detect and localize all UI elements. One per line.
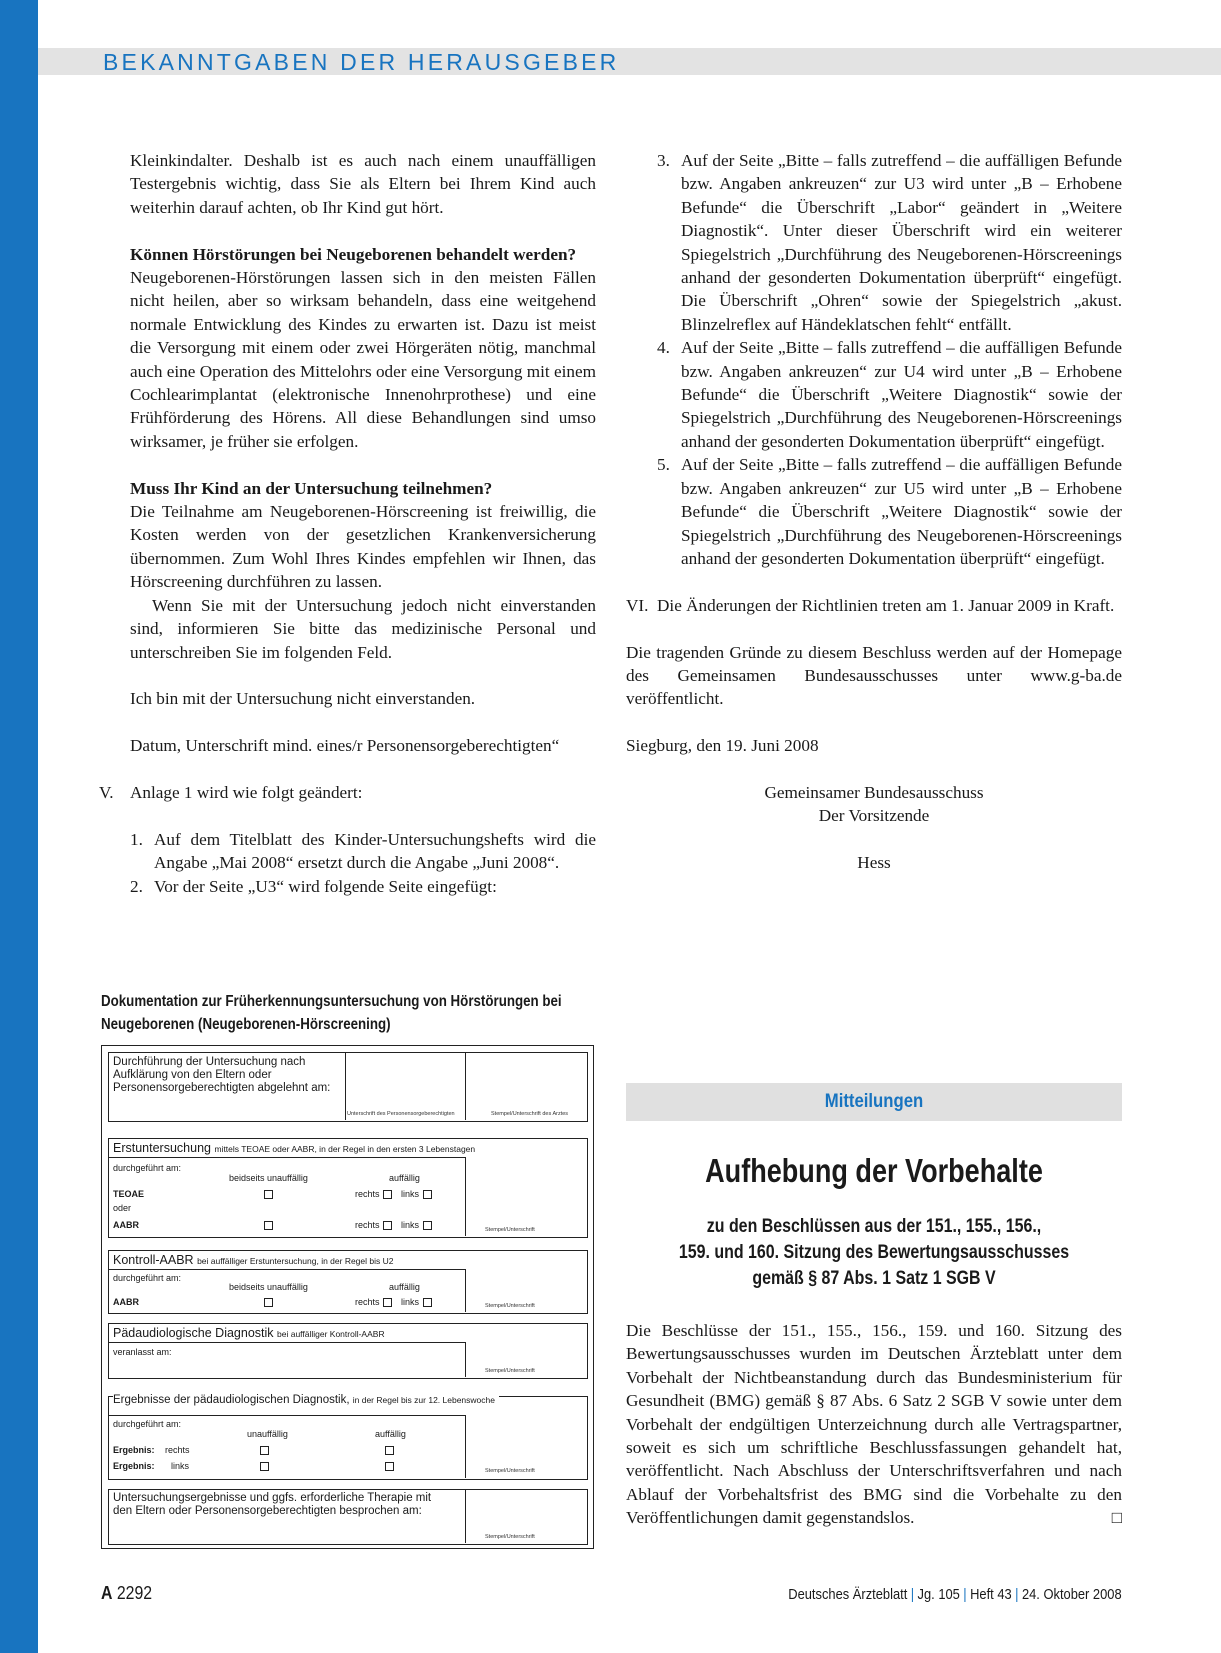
stamp-label: Stempel/Unterschrift — [485, 1227, 535, 1233]
paragraph: Die tragenden Gründe zu diesem Beschluss werden auf der Homepage des Gemeinsamen Bundesausschusses unter www.g-ba.de veröffentlicht. — [626, 642, 1122, 709]
field-label: oder — [113, 1203, 132, 1213]
checkbox[interactable] — [423, 1298, 432, 1307]
form-box-title: Pädaudiologische Diagnostik bei auffälliger Kontroll-AABR — [113, 1326, 385, 1340]
field-label: veranlasst am: — [113, 1347, 172, 1357]
list-text: Auf der Seite „Bitte – falls zutreffend – die auffälligen Befunde bzw. Angaben ankreuzen“ zur U3 wird unter „B – Erhobene Befunde“ die Überschrift „Labor“ geändert in „Weitere Diagnostik“. Unter dieser Überschrift wird ein weiterer Spiegelstrich „Durchführung des Neugeborenen-Hörscreenings anhand der gesonderten Dokumentation überprüft“ eingefügt. Die Überschrift „Ohren“ sowie der Spiegelstrich „akust. Blinzelreflex auf Händeklatschen fehlt“ entfällt. — [681, 151, 1122, 334]
right-column — [626, 149, 1122, 875]
subhead-line: 159. und 160. Sitzung des Bewertungsausschusses — [678, 1242, 1070, 1263]
field-label: Ergebnis: — [113, 1445, 155, 1455]
paragraph: Neugeborenen-Hörstörungen lassen sich in den meisten Fällen nicht heilen, aber so wirksam behandeln, dass eine weitgehend normale Entwicklung des Kindes zu erwarten ist. Dazu ist meist die Versorgung mit einem oder zwei Hörgeräten nötig, manchmal auch eine Operation des Mittelohrs oder eine Versorgung mit einem Cochlearimplantat (elektronische Innenohrprothese) und eine Frühförderung des Hörens. All diese Behandlungen sind umso wirksamer, je früher sie erfolgen. — [130, 268, 596, 451]
signature-org: Gemeinsamer Bundesausschuss — [764, 782, 984, 802]
signature-role: Der Vorsitzende — [818, 806, 930, 826]
checkbox[interactable] — [264, 1221, 273, 1230]
list-text: Vor der Seite „U3“ wird folgende Seite eingefügt: — [154, 876, 497, 896]
list-text: Auf der Seite „Bitte – falls zutreffend – die auffälligen Befunde bzw. Angaben ankreuzen“ zur U4 wird unter „B – Erhobene Befunde“ die Überschrift „Weitere Diagnostik“ sowie der Spiegelstrich „Durchführung des Neugeborenen-Hörscreenings anhand der gesonderten Dokumentation überprüft“ eingefügt. — [681, 338, 1122, 451]
journal-name: Deutsches Ärzteblatt — [788, 1586, 908, 1603]
field-label: TEOAE — [113, 1189, 145, 1199]
field-label: rechts — [355, 1189, 380, 1199]
list-number: 1. — [130, 829, 143, 849]
page-number: A 2292 — [101, 1583, 153, 1603]
field-label: AABR — [113, 1220, 139, 1230]
paragraph: Kleinkindalter. Deshalb ist es auch nach einem unauffälligen Testergebnis wichtig, dass Sie als Eltern bei Ihrem Kind auch weiterhin darauf achten, ob Ihr Kind gut hört. — [130, 151, 596, 217]
stamp-label: Stempel/Unterschrift des Arztes — [491, 1111, 569, 1117]
form-box-title: Untersuchungsergebnisse und ggfs. erforderliche Therapie mit den Eltern oder Personensorgeberechtigten besprochen am: — [113, 1492, 432, 1517]
field-label: beidseits unauffällig — [229, 1173, 308, 1183]
section-title: BEKANNTGABEN DER HERAUSGEBER — [103, 49, 620, 75]
place-date: Siegburg, den 19. Juni 2008 — [626, 736, 819, 756]
section-vi — [626, 594, 1122, 617]
field-label: rechts — [355, 1297, 380, 1307]
checkbox[interactable] — [423, 1190, 432, 1199]
list-number: 3. — [657, 151, 670, 170]
paragraph: Die Teilnahme am Neugeborenen-Hörscreening ist freiwillig, die Kosten werden von der gesetzlichen Krankenversicherung übernommen. Zum Wohl Ihres Kindes empfehlen wir Ihnen, das Hörscreening durchführen zu lassen. — [130, 502, 596, 592]
field-label: beidseits unauffällig — [229, 1282, 308, 1292]
journal-issue: Heft 43 — [970, 1586, 1013, 1603]
list-item — [657, 453, 1122, 570]
subheading: Können Hörstörungen bei Neugeborenen behandelt werden? — [130, 244, 577, 264]
mitteilungen-label: Mitteilungen — [824, 1091, 924, 1112]
side-stripe — [0, 0, 38, 1653]
form-box-besprechung — [108, 1489, 588, 1545]
list-item — [657, 336, 1122, 453]
end-mark-icon: □ — [1111, 1508, 1122, 1528]
paragraph: Ich bin mit der Untersuchung nicht einverstanden. — [130, 689, 476, 709]
article-subhead — [666, 1214, 1083, 1292]
checkbox[interactable] — [264, 1190, 273, 1199]
article-text: Die Beschlüsse der 151., 155., 156., 159. und 160. Sitzung des Bewertungsausschusses wurden im Deutschen Ärzteblatt unter dem Vorbehalt der Nichtbeanstandung durch das Bundesministerium für Gesundheit (BMG) gemäß § 87 Abs. 6 Satz 2 SGB V sowie unter dem Vorbehalt der endgültigen Unterzeichnung durch alle Vertragspartner, soweit es sich um schriftliche Beschlussfassungen gehandelt hat, veröffentlicht. Nach Abschluss der Unterschriftsverfahren und nach Ablauf der Vorbehaltsfrist des BMG sind die Vorbehalte zu den Veröffentlichungen damit gegenstandslos. — [626, 1321, 1122, 1528]
subheading: Muss Ihr Kind an der Untersuchung teilnehmen? — [130, 478, 493, 498]
checkbox[interactable] — [260, 1462, 269, 1471]
checkbox[interactable] — [385, 1446, 394, 1455]
form-box-ergebnisse — [108, 1396, 588, 1480]
form-box-title: Erstuntersuchung mittels TEOAE oder AABR, in der Regel in den ersten 3 Lebenstagen — [113, 1141, 476, 1155]
signature-name: Hess — [857, 853, 891, 873]
form-box-erstuntersuchung — [108, 1138, 588, 1238]
field-label: links — [171, 1461, 190, 1471]
paragraph: Datum, Unterschrift mind. eines/r Personensorgeberechtigten“ — [130, 736, 560, 756]
form-caption: Dokumentation zur Früherkennungsuntersuchung von Hörstörungen bei Neugeborenen (Neugeborenen-Hörscreening) — [101, 993, 562, 1033]
checkbox[interactable] — [383, 1190, 392, 1199]
stamp-label: Stempel/Unterschrift — [485, 1303, 535, 1309]
list-number: 4. — [657, 338, 670, 358]
form-box-title: Durchführung der Untersuchung nach Aufklärung von den Eltern oder Personensorgeberechtigten abgelehnt am: — [113, 1056, 331, 1094]
stamp-label: Stempel/Unterschrift — [485, 1368, 535, 1374]
section-v — [99, 781, 596, 804]
form-box-refusal — [108, 1052, 588, 1122]
stamp-label: Stempel/Unterschrift — [485, 1534, 535, 1540]
signature-label: Unterschrift des Personensorgeberechtigten — [347, 1111, 455, 1117]
section-text: Die Änderungen der Richtlinien treten am 1. Januar 2009 in Kraft. — [657, 595, 1115, 615]
list-item — [657, 149, 1122, 336]
field-label: auffällig — [389, 1282, 420, 1292]
checkbox[interactable] — [385, 1462, 394, 1471]
article-body — [626, 1319, 1122, 1530]
checkbox[interactable] — [260, 1446, 269, 1455]
field-label: rechts — [165, 1445, 190, 1455]
section-number: V. — [99, 782, 114, 802]
left-column — [99, 149, 596, 898]
field-label: auffällig — [375, 1429, 406, 1439]
checkbox[interactable] — [383, 1298, 392, 1307]
subhead-line: zu den Beschlüssen aus der 151., 155., 156., — [706, 1216, 1042, 1237]
field-label: rechts — [355, 1220, 380, 1230]
form-box-kontroll-aabr — [108, 1250, 588, 1314]
journal-date: 24. Oktober 2008 — [1022, 1586, 1122, 1603]
list-number: 2. — [130, 876, 143, 896]
field-label: AABR — [113, 1297, 139, 1307]
list-text: Auf dem Titelblatt des Kinder-Untersuchungshefts wird die Angabe „Mai 2008“ ersetzt durch die Angabe „Juni 2008“. — [154, 829, 596, 873]
field-label: unauffällig — [247, 1429, 288, 1439]
article-headline: Aufhebung der Vorbehalte — [705, 1152, 1043, 1189]
stamp-label: Stempel/Unterschrift — [485, 1468, 535, 1474]
field-label: durchgeführt am: — [113, 1163, 182, 1173]
field-label: auffällig — [389, 1173, 420, 1183]
field-label: Ergebnis: — [113, 1461, 155, 1471]
field-label: links — [401, 1220, 420, 1230]
field-label: durchgeführt am: — [113, 1419, 182, 1429]
checkbox[interactable] — [264, 1298, 273, 1307]
form-box-paedaudiologie — [108, 1323, 588, 1379]
section-number: VI. — [626, 595, 649, 615]
field-label: links — [401, 1189, 420, 1199]
screening-form — [101, 1045, 594, 1549]
field-label: links — [401, 1297, 420, 1307]
list-text: Auf der Seite „Bitte – falls zutreffend – die auffälligen Befunde bzw. Angaben ankreuzen“ zur U5 wird unter „B – Erhobene Befunde“ die Überschrift „Weitere Diagnostik“ sowie der Spiegelstrich „Durchführung des Neugeborenen-Hörscreenings anhand der gesonderten Dokumentation überprüft“ eingefügt. — [681, 455, 1122, 568]
list-number: 5. — [657, 455, 670, 475]
journal-volume: Jg. 105 — [917, 1586, 961, 1603]
checkbox[interactable] — [383, 1221, 392, 1230]
list-item — [130, 875, 596, 898]
field-label: durchgeführt am: — [113, 1273, 182, 1283]
paragraph: Wenn Sie mit der Untersuchung jedoch nicht einverstanden sind, informieren Sie bitte das medizinische Personal und unterschreiben Sie im folgenden Feld. — [130, 595, 596, 662]
form-box-title: Kontroll-AABR bei auffälliger Erstuntersuchung, in der Regel bis U2 — [113, 1253, 394, 1267]
form-box-title: Ergebnisse der pädaudiologischen Diagnostik, in der Regel bis zur 12. Lebenswoche — [113, 1393, 499, 1407]
checkbox[interactable] — [423, 1221, 432, 1230]
subhead-line: gemäß § 87 Abs. 1 Satz 1 SGB V — [752, 1268, 996, 1289]
list-item — [130, 828, 596, 875]
section-text: Anlage 1 wird wie folgt geändert: — [130, 782, 363, 802]
journal-footer: Deutsches Ärzteblatt | Jg. 105 | Heft 43 | 24. Oktober 2008 — [788, 1586, 1122, 1603]
